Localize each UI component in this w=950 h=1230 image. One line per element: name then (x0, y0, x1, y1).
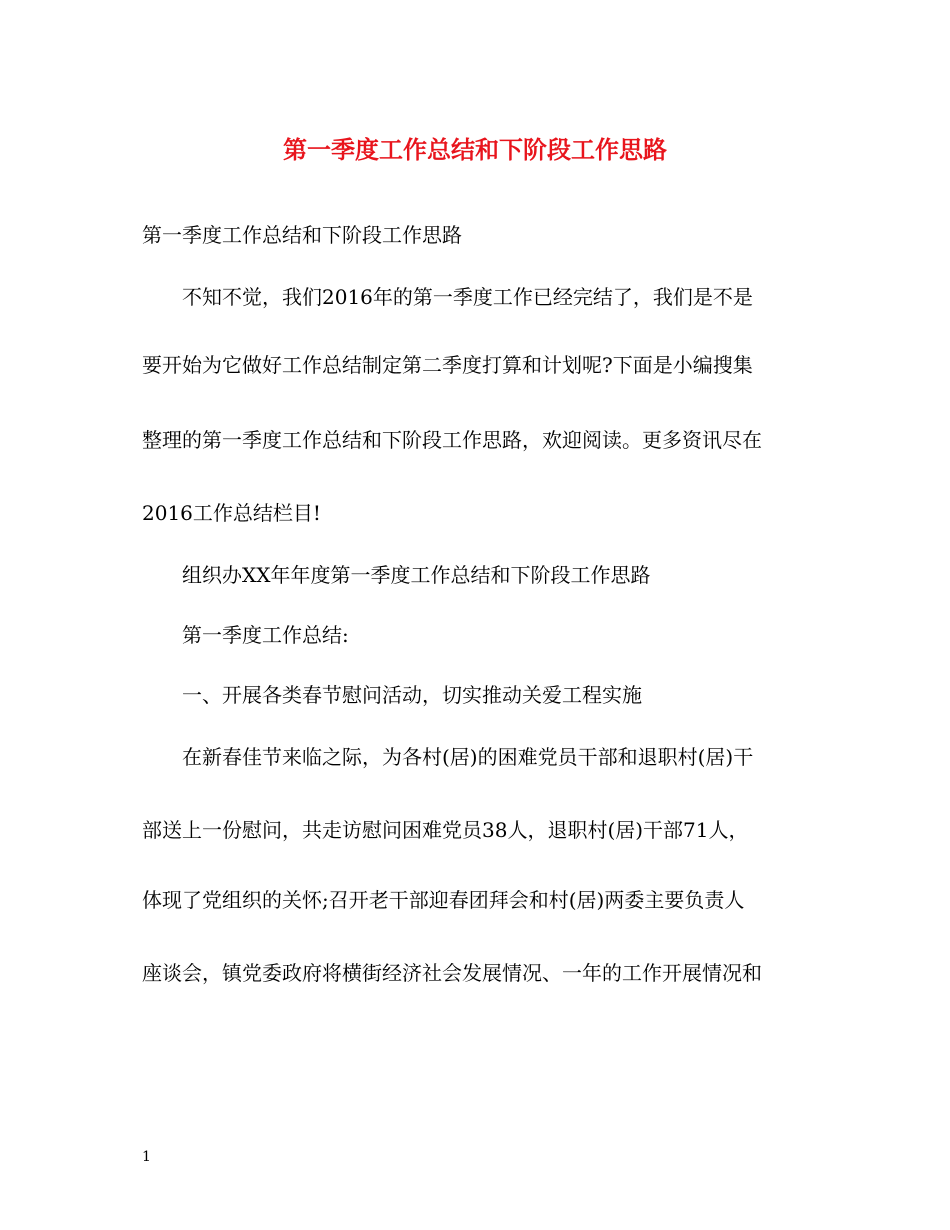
paragraph-line: 部送上一份慰问，共走访慰问困难党员38人，退职村(居)干部71人， (142, 818, 749, 842)
document-title: 第一季度工作总结和下阶段工作思路 (283, 136, 667, 164)
paragraph-line: 要开始为它做好工作总结制定第二季度打算和计划呢?下面是小编搜集 (142, 353, 753, 377)
paragraph-line: 组织办XX年年度第一季度工作总结和下阶段工作思路 (182, 563, 651, 587)
paragraph-line: 2016工作总结栏目! (142, 501, 321, 525)
paragraph-line: 整理的第一季度工作总结和下阶段工作思路，欢迎阅读。更多资讯尽在 (142, 428, 762, 452)
page-number: 1 (142, 1149, 151, 1165)
paragraph-line: 座谈会，镇党委政府将横街经济社会发展情况、一年的工作开展情况和 (142, 961, 762, 985)
section-heading: 一、开展各类春节慰问活动，切实推动关爱工程实施 (182, 683, 642, 707)
section-heading: 第一季度工作总结: (182, 623, 349, 647)
paragraph-line: 在新春佳节来临之际，为各村(居)的困难党员干部和退职村(居)干 (182, 745, 754, 769)
paragraph-line: 不知不觉，我们2016年的第一季度工作已经完结了，我们是不是 (182, 285, 753, 309)
paragraph-line: 体现了党组织的关怀;召开老干部迎春团拜会和村(居)两委主要负责人 (142, 888, 745, 912)
subtitle-line: 第一季度工作总结和下阶段工作思路 (142, 223, 462, 247)
